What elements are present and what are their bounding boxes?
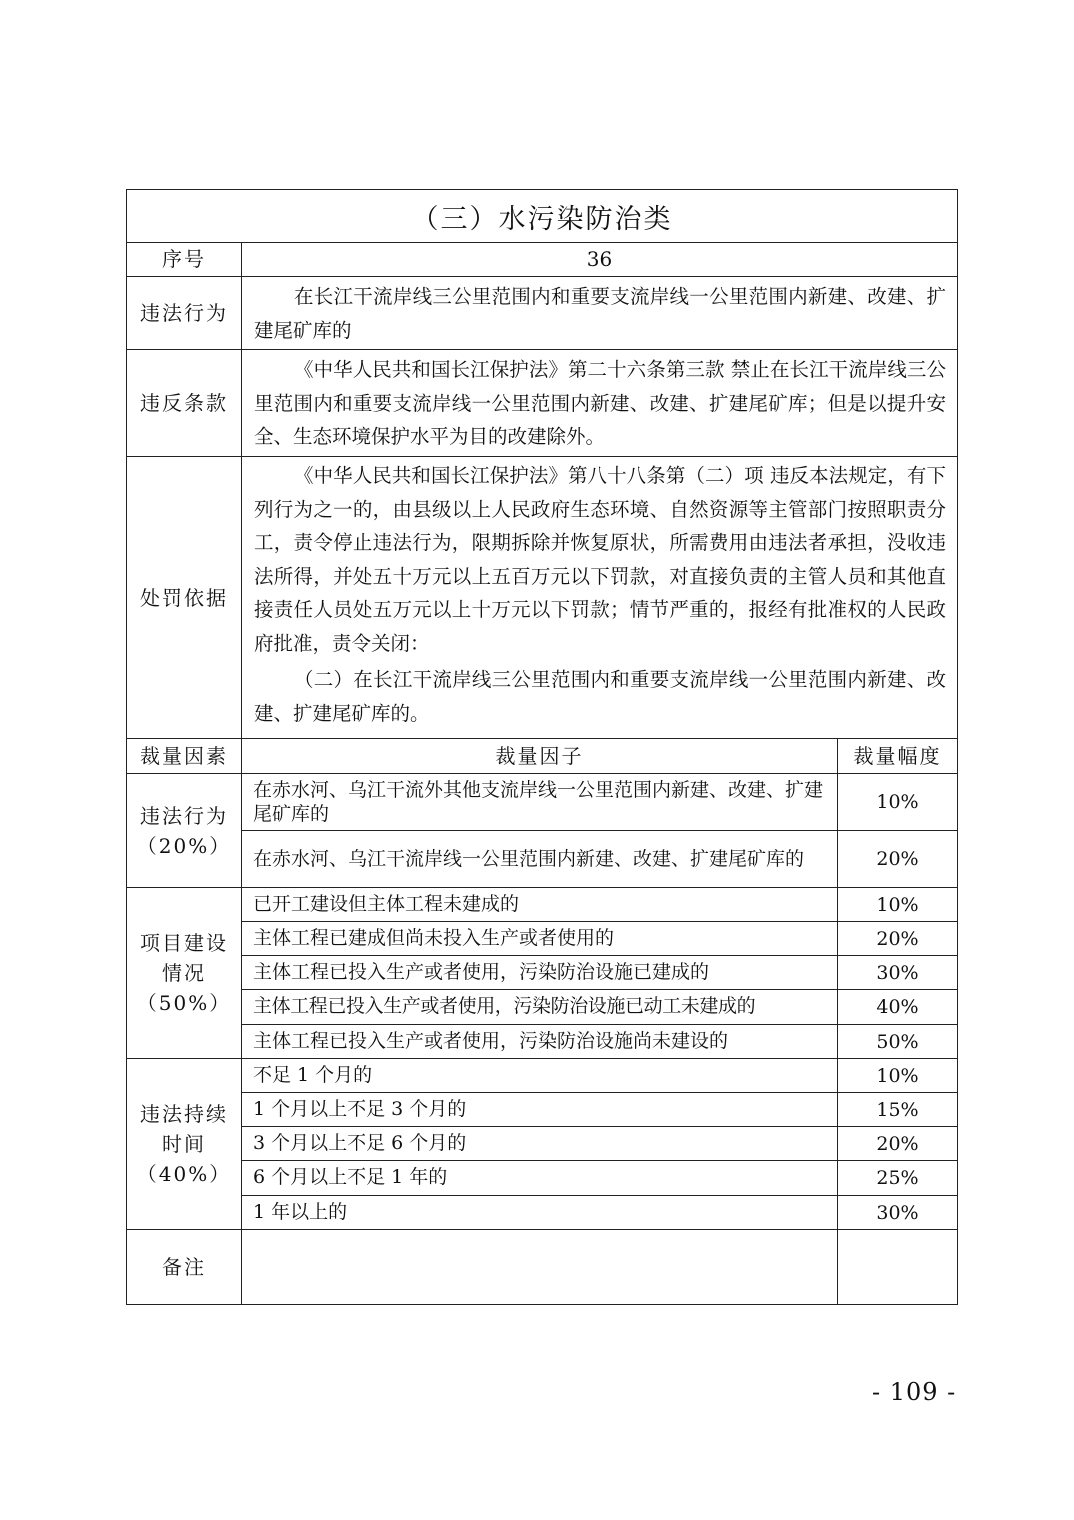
remark-label: 备注	[162, 1255, 206, 1279]
pct-cell: 20%	[876, 1132, 919, 1155]
pct-cell: 25%	[876, 1167, 919, 1189]
group-label-line: 项目建设	[140, 931, 228, 955]
serial-label: 序号	[162, 247, 206, 271]
group-label	[127, 774, 241, 887]
pct-cell: 10%	[876, 1064, 919, 1087]
page-number: - 109 -	[872, 1378, 957, 1406]
factor-cell: 3 个月以上不足 6 个月的	[253, 1132, 467, 1154]
penalty-text	[242, 459, 957, 737]
penalty-paragraph-1: 《中华人民共和国长江保护法》第八十八条第（二）项 违反本法规定，有下列行为之一的，由县级以上人民政府生态环境、自然资源等主管部门按照职责分工，责令停止违法行为，限期拆除并恢复原状，所需费用由违法者承担，没收违法所得，并处五十万元以上五百万元以下罚款，对直接负责的主管人员和其他直接责任人员处五万元以上十万元以下罚款；情节严重的，报经有批准权的人民政府批准，责令关闭：	[254, 464, 946, 655]
pct-cell: 30%	[876, 961, 919, 984]
factor-cell: 在赤水河、乌江干流岸线一公里范围内新建、改建、扩建尾矿库的	[253, 848, 805, 870]
factor-cell: 主体工程已投入生产或者使用，污染防治设施已建成的	[253, 961, 710, 983]
factor-cell: 主体工程已投入生产或者使用，污染防治设施已动工未建成的	[253, 995, 756, 1017]
violation-paragraph: 在长江干流岸线三公里范围内和重要支流岸线一公里范围内新建、改建、扩建尾矿库的	[254, 285, 946, 342]
factor-cell: 主体工程已建成但尚未投入生产或者使用的	[253, 927, 615, 949]
factor-cell: 6 个月以上不足 1 年的	[253, 1166, 448, 1188]
provision-paragraph: 《中华人民共和国长江保护法》第二十六条第三款 禁止在长江干流岸线三公里范围内和重要支流岸线一公里范围内新建、改建、扩建尾矿库；但是以提升安全、生态环境保护水平为目的改建除外。	[254, 358, 946, 448]
pct-cell: 20%	[876, 927, 919, 950]
pct-cell: 20%	[876, 848, 919, 870]
discretion-table	[126, 189, 958, 1305]
group-label-line: （20%）	[136, 833, 232, 858]
remark-range	[838, 1230, 957, 1304]
rule	[127, 456, 957, 457]
header-element: 裁量因素	[140, 744, 228, 768]
factor-cell: 1 年以上的	[253, 1201, 348, 1223]
provision-text	[242, 353, 957, 455]
group-label-line: （50%）	[136, 991, 232, 1015]
pct-cell: 10%	[876, 893, 919, 916]
header-range: 裁量幅度	[853, 744, 942, 768]
group-label-line: 违法持续	[140, 1102, 228, 1126]
serial-value: 36	[586, 247, 613, 271]
group-label-line: 情况	[162, 961, 206, 985]
pct-cell: 30%	[876, 1201, 919, 1224]
factor-cell: 在赤水河、乌江干流外其他支流岸线一公里范围内新建、改建、扩建尾矿库的	[253, 779, 824, 825]
penalty-paragraph-2: （二）在长江干流岸线三公里范围内和重要支流岸线一公里范围内新建、改建、扩建尾矿库的。	[254, 668, 946, 725]
pct-cell: 15%	[876, 1098, 919, 1121]
provision-label: 违反条款	[140, 391, 228, 415]
header-factor: 裁量因子	[495, 744, 584, 768]
group-label-line: （40%）	[136, 1162, 232, 1186]
factor-cell: 已开工建设但主体工程未建成的	[253, 893, 520, 915]
pct-cell: 10%	[876, 791, 919, 813]
pct-cell: 40%	[876, 996, 919, 1018]
remark-content	[242, 1230, 837, 1304]
group-label	[127, 1059, 241, 1229]
group-label-line: 违法行为	[140, 803, 228, 828]
violation-text	[242, 280, 957, 348]
violation-label: 违法行为	[140, 301, 228, 325]
factor-cell: 不足 1 个月的	[253, 1064, 373, 1086]
group-label-line: 时间	[162, 1132, 206, 1156]
rule	[127, 349, 957, 350]
table-title: （三）水污染防治类	[411, 203, 673, 235]
rule	[127, 276, 957, 277]
pct-cell: 50%	[876, 1030, 919, 1053]
factor-cell: 1 个月以上不足 3 个月的	[253, 1098, 467, 1120]
group-label	[127, 888, 241, 1058]
penalty-label: 处罚依据	[140, 585, 228, 610]
factor-cell: 主体工程已投入生产或者使用，污染防治设施尚未建设的	[253, 1030, 729, 1052]
